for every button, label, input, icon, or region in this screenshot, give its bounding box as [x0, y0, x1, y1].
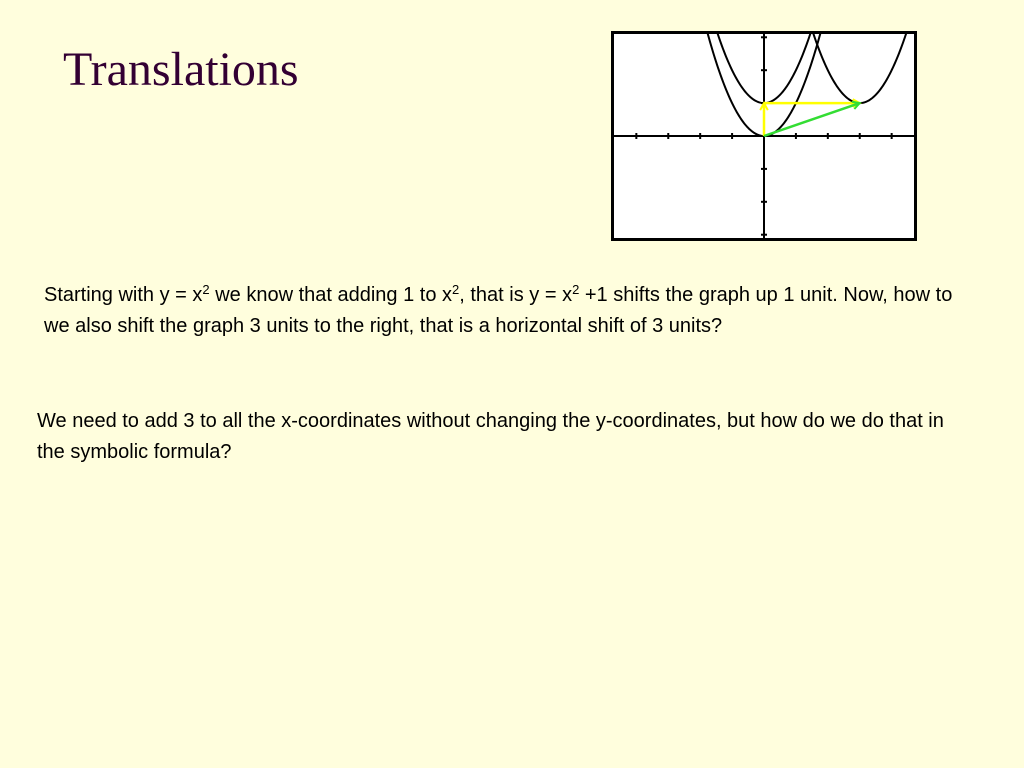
para1-exponent-c: 2: [572, 282, 580, 297]
para1-exponent-b: 2: [452, 282, 460, 297]
para1-text-c: , that is y = x: [459, 284, 573, 306]
para1-text-d: +1 shifts the graph up 1 unit. Now, how to we also shift the graph 3 units to the right, that is a horizontal shift of 3 units?: [44, 284, 953, 337]
graph-frame: [611, 31, 917, 241]
graph-plot: [614, 34, 914, 238]
slide-title: Translations: [63, 43, 299, 96]
para1-text-a: Starting with y = x: [44, 284, 203, 306]
paragraph-horizontal-shift-question: [44, 280, 974, 342]
para1-text-b: we know that adding 1 to x: [209, 284, 453, 306]
paragraph-symbolic-formula-question: We need to add 3 to all the x-coordinates without changing the y-coordinates, but how do we do that in the symbolic formula?: [37, 410, 944, 463]
para1-exponent-a: 2: [202, 282, 210, 297]
